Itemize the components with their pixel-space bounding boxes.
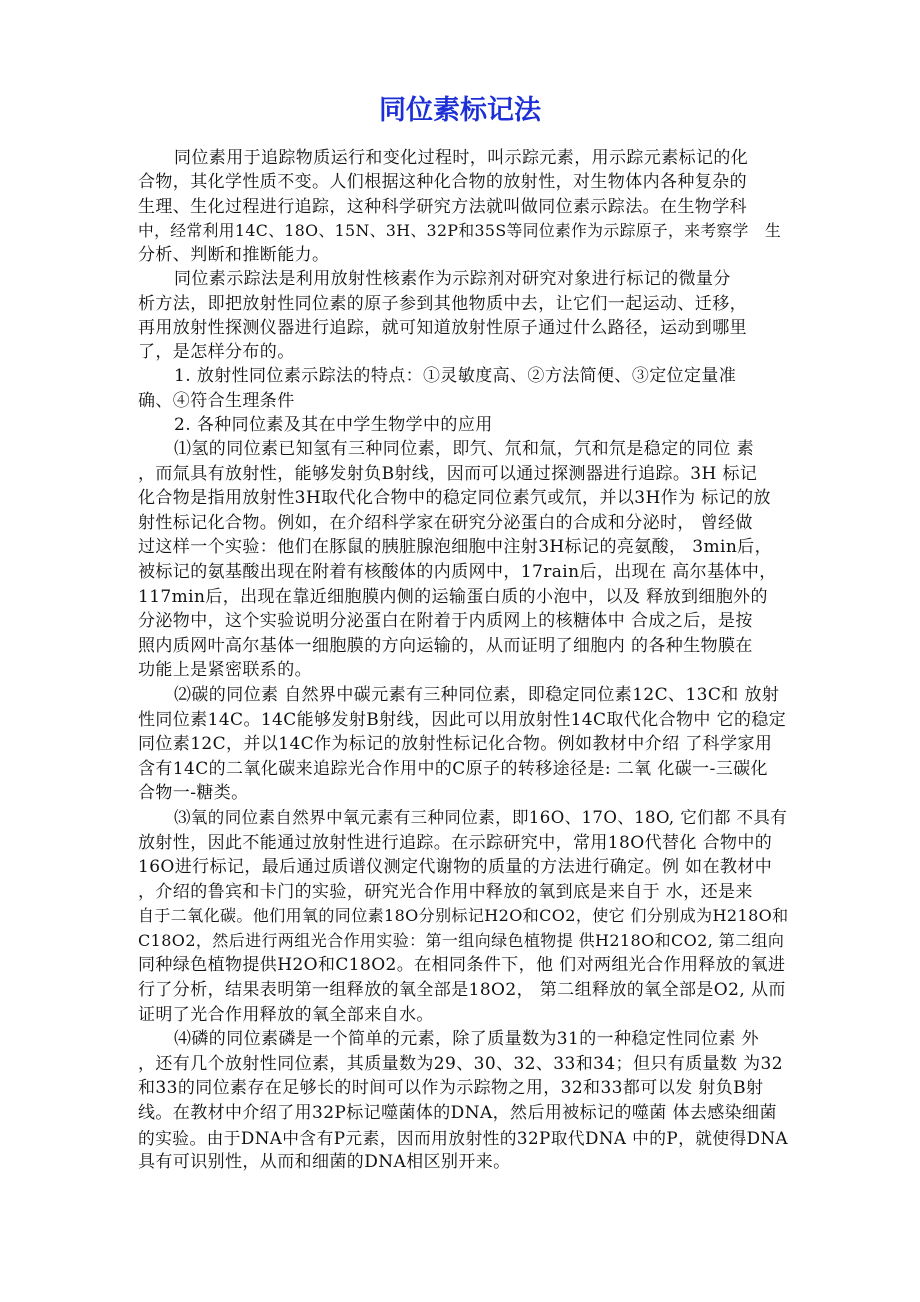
text-line: 化合物是指用放射性3H取代化合物中的稳定同位素氕或氘，并以3H作为 标记的放 [138,488,771,509]
text-line: 析方法，即把放射性同位素的原子参到其他物质中去，让它们一起运动、迁移， [138,293,747,314]
text-line: ⑶氧的同位素自然界中氧元素有三种同位素，即16O、17O、18O, 它们都 不具有 [174,807,788,827]
text-line: 和33的同位素存在足够长的时间可以作为示踪物之用，32和33都可以发 射负B射 [138,1078,764,1099]
text-line: 照内质网叶高尔基体一细胞膜的方向运输的，从而证明了细胞内 的各种生物膜在 [138,635,753,656]
text-line: ⑷磷的同位素磷是一个简单的元素，除了质量数为31的一种稳定性同位素 外 [174,1029,760,1050]
text-line: 117min后，出现在靠近细胞膜内侧的运输蛋白质的小泡中，以及 释放到细胞外的 [138,586,768,607]
text-line: 被标记的氨基酸出现在附着有核酸体的内质网中，17rain后，出现在 高尔基体中， [138,561,777,582]
text-line: 功能上是紧密联系的。 [138,660,312,681]
text-line: 的实验。由于DNA中含有P元素，因而用放射性的32P取代DNA 中的P，就使得DNA [138,1127,789,1148]
text-line: 合物，其化学性质不变。人们根据这种化合物的放射性，对生物体内各种复杂的 [138,172,747,193]
text-line: 分析、判断和推断能力。 [138,245,330,265]
text-line: ，而氚具有放射性，能够发射负B射线，因而可以通过探测器进行追踪。3H 标记 [138,463,758,484]
text-line: 生理、生化过程进行追踪，这种科学研究方法就叫做同位素示踪法。在生物学科 [138,196,747,217]
text-line: 自于二氧化碳。他们用氧的同位素18O分别标记H2O和CO2，使它 们分别成为H218O和 [138,906,789,926]
text-line: 同位素12C，并以14C作为标记的放射性标记化合物。例如教材中介绍 了科学家用 [138,734,773,755]
text-line: 1. 放射性同位素示踪法的特点：①灵敏度高、②方法简便、③定位定量准 [174,366,737,387]
text-line: ，介绍的鲁宾和卡门的实验，研究光合作用中释放的氧到底是来自于 水，还是来 [138,881,753,902]
text-line: 同位素示踪法是利用放射性核素作为示踪剂对研究对象进行标记的微量分 [174,269,731,290]
text-line: 含有14C的二氧化碳来追踪光合作用中的C原子的转移途径是: 二氧 化碳一-三碳化 [138,758,768,779]
text-line: 线。在教材中介绍了用32P标记噬菌体的DNA，然后用被标记的噬菌 体去感染细菌 [138,1103,777,1124]
text-line: 再用放射性探测仪器进行追踪，就可知道放射性原子通过什么路径，运动到哪里 [138,317,747,338]
text-line: 了，是怎样分布的。 [138,342,295,362]
text-line: 同种绿色植物提供H2O和C18O2。在相同条件下，他 们对两组光合作用释放的氧进 [138,955,786,976]
text-line: 过这样一个实验：他们在豚鼠的胰脏腺泡细胞中注射3H标记的亮氨酸， 3min后， [138,537,772,558]
text-line: 分泌物中，这个实验说明分泌蛋白在附着于内质网上的核糖体中 合成之后，是按 [138,611,753,632]
text-line: 性同位素14C。14C能够发射B射线，因此可以用放射性14C取代化合物中 它的稳定 [138,709,787,730]
text-line: ，还有几个放射性同位素，其质量数为29、30、32、33和34；但只有质量数 为32 [138,1053,783,1074]
text-line: 2. 各种同位素及其在中学生物学中的应用 [174,414,493,435]
text-line: ⑴氢的同位素已知氢有三种同位素，即氕、氘和氚，氕和氘是稳定的同位 素 [174,439,755,459]
text-line: 16O进行标记，最后通过质谱仪测定代谢物的质量的方法进行确定。例 如在教材中 [138,857,773,878]
text-line: 射性标记化合物。例如，在介绍科学家在研究分泌蛋白的合成和分泌时， 曾经做 [138,512,753,533]
text-line: 中，经常利用14C、18O、15N、3H、32P和35S等同位素作为示踪原子，来考察学 生 [138,220,782,240]
text-line: ⑵碳的同位素 自然界中碳元素有三种同位素，即稳定同位素12C、13C和 放射 [174,684,780,705]
document-title: 同位素标记法 [379,95,541,126]
text-line: 同位素用于追踪物质运行和变化过程时，叫示踪元素，用示踪元素标记的化 [174,148,749,168]
text-line: C18O2，然后进行两组光合作用实验：第一组向绿色植物提 供H218O和CO2, 第二组向 [138,930,785,950]
text-line: 行了分析，结果表明第一组释放的氧全部是18O2， 第二组释放的氧全部是O2, 从而 [138,980,786,1001]
text-line: 证明了光合作用释放的氧全部来自水。 [138,1004,434,1025]
text-line: 放射性，因此不能通过放射性进行追踪。在示踪研究中，常用18O代替化 合物中的 [138,832,773,853]
document-body [138,146,790,1175]
text-line: 合物一-糖类。 [138,783,249,804]
text-line: 具有可识别性，从而和细菌的DNA相区别开来。 [138,1152,511,1173]
text-line: 确、④符合生理条件 [138,390,295,411]
